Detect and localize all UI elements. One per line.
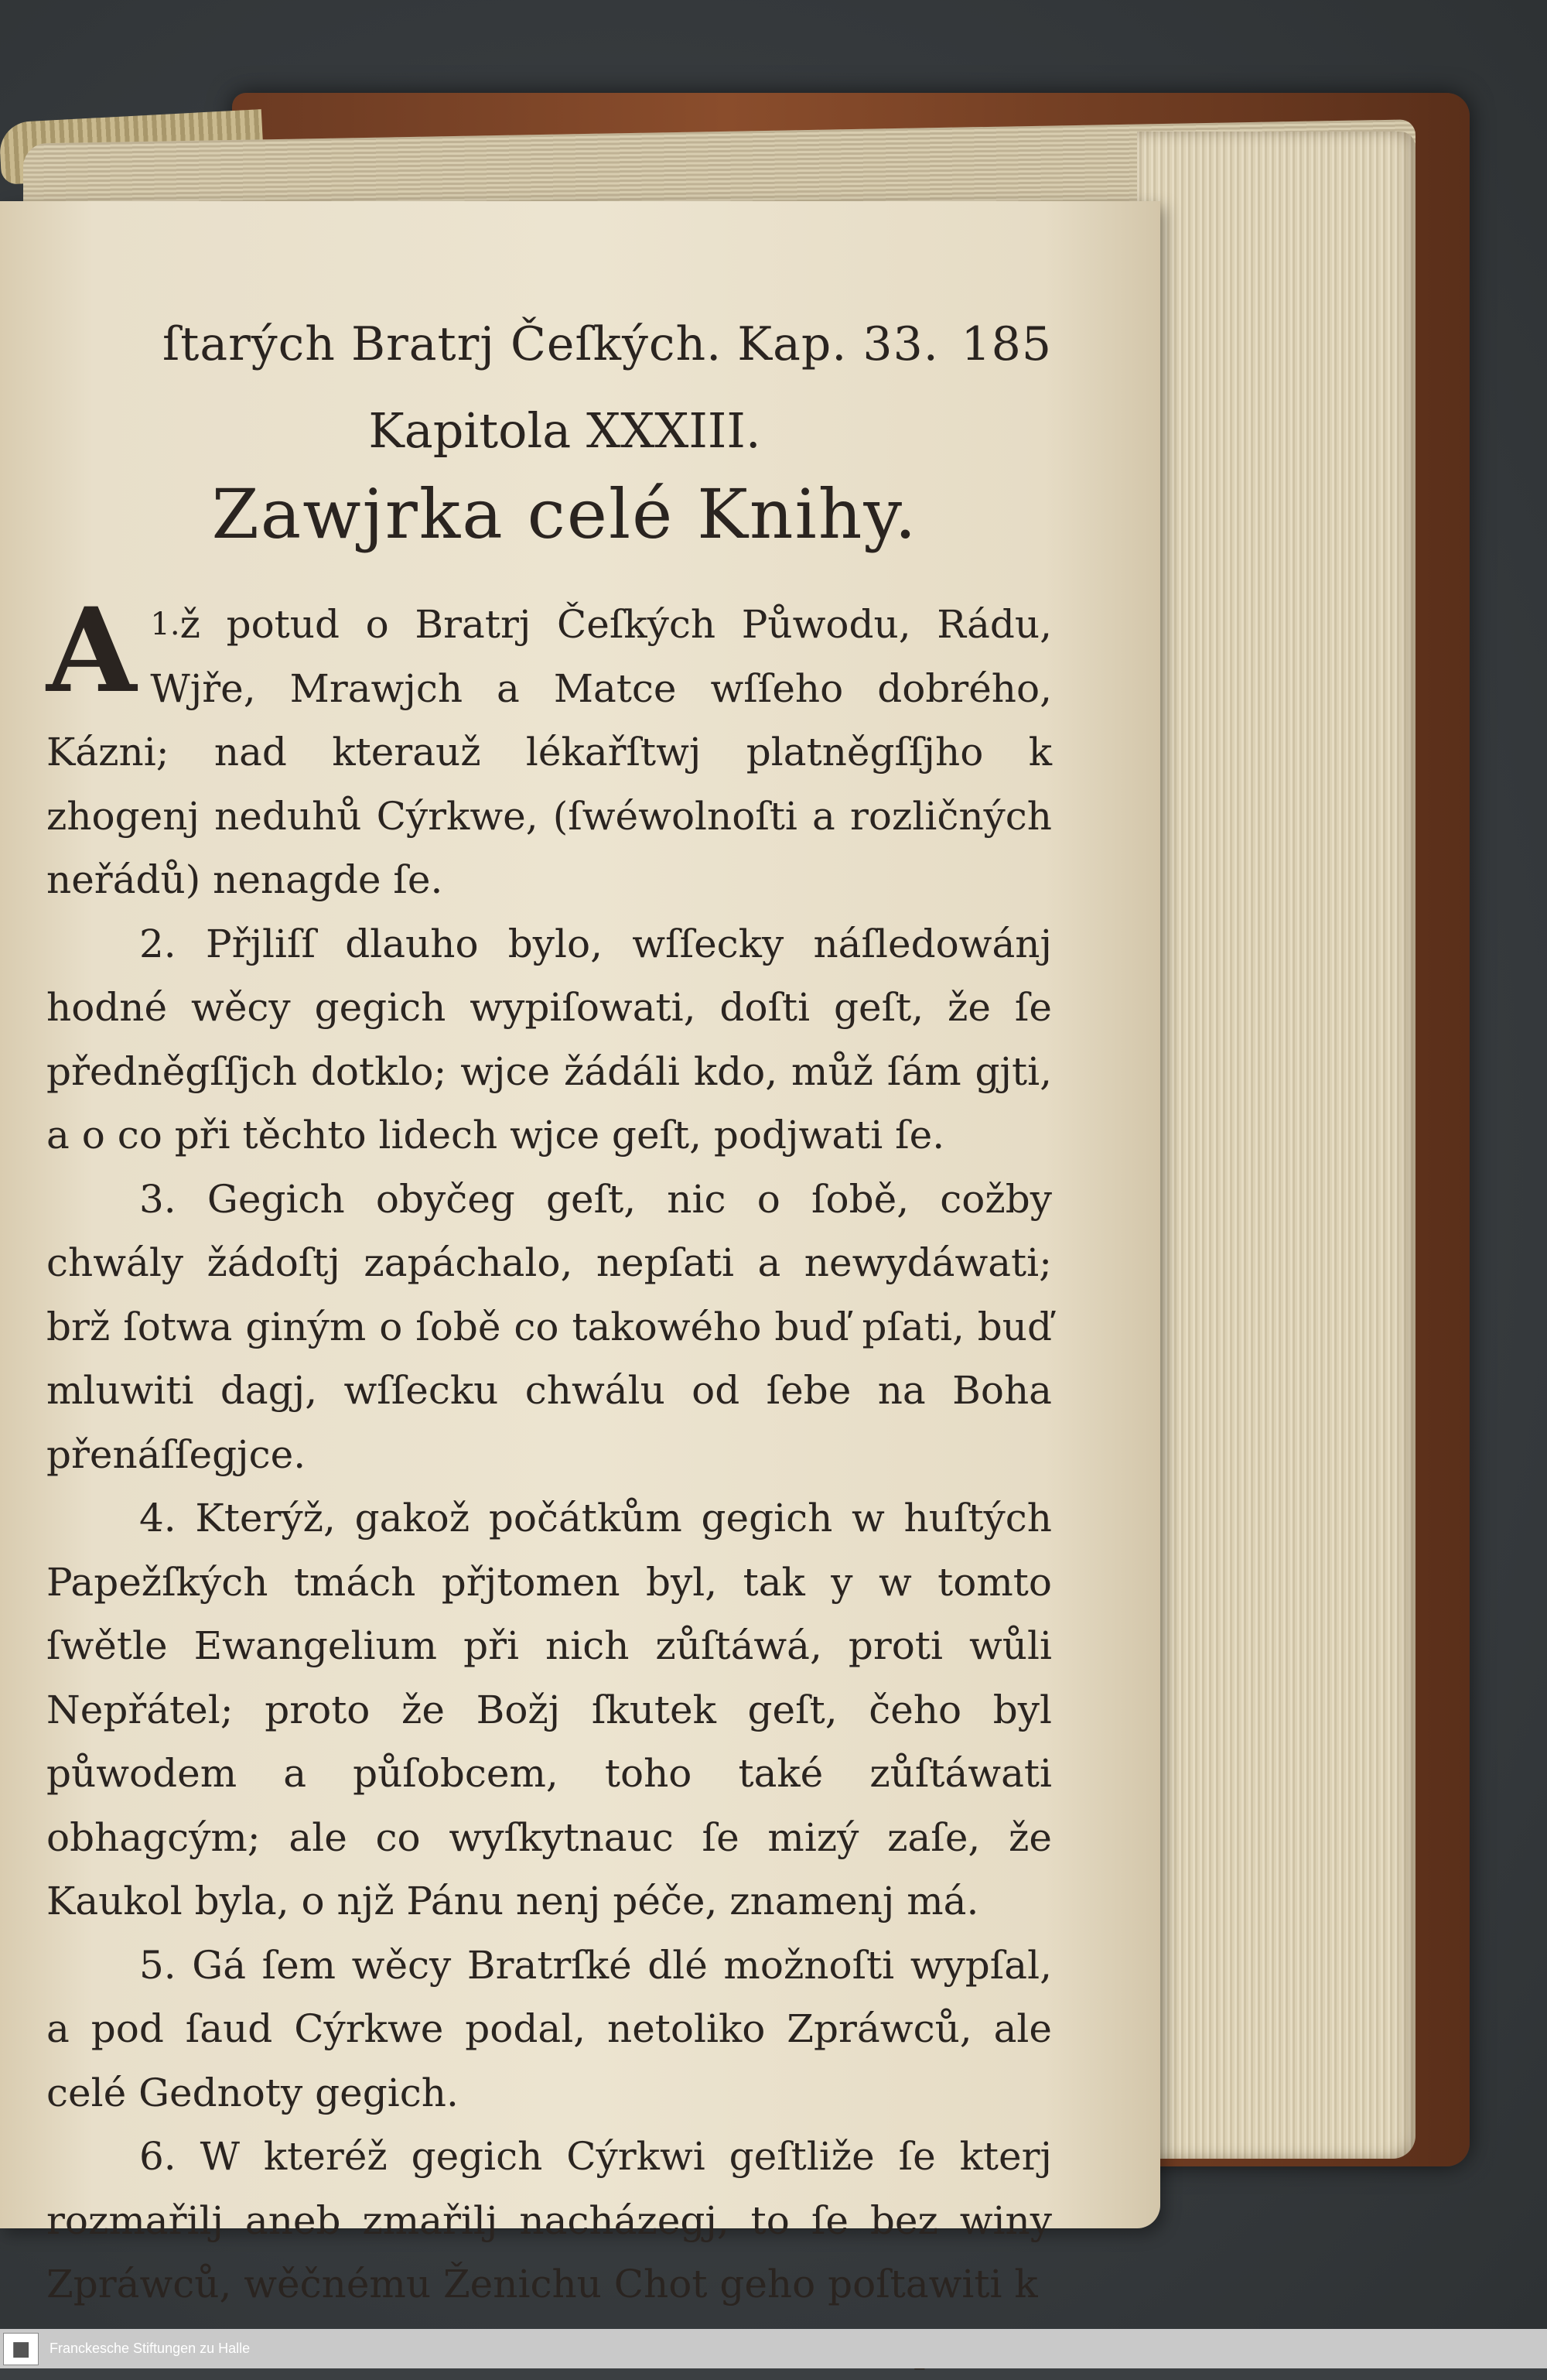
paragraph-text: ž potud o Bratrj Čeſkých Půwodu, Rádu, Wjře, Mrawjch a Matce wſſeho dobrého, Kázni; nad kterauž lékařſtwj platněgſſjho k zhogenj neduhů Cýrkwe, (ſwéwolnoſti a rozličných neřádů) nenagde ſe. [46,602,1052,902]
book-page [0,201,1160,2228]
paragraph-6: 6. W kteréž gegich Cýrkwi geſtliže ſe kterj rozmařilj aneb zmařilj nacházegj, to ſe bez winy Zpráwců, wěčnému Ženichu Chot geho poſtawiti k [46,2125,1052,2317]
institution-logo-icon: ■ [3,2333,39,2365]
body-text [46,593,1052,2380]
chapter-title: Zawjrka celé Knihy. [46,474,1052,554]
paragraph-3: 3. Gegich obyčeg geſt, nic o ſobě, cožby chwály žádoſtj zapáchalo, nepſati a newydáwati; brž ſotwa giným o ſobě co takowého buď pſati, buď mluwiti dagj, wſſecku chwálu od ſebe na Boha přenáſſegjce. [46,1168,1052,1487]
chapter-label: Kapitola XXXIII. [46,402,1052,459]
running-head [46,317,1052,371]
paragraph-2: 2. Přjliſſ dlauho bylo, wſſecky náſledowánj hodné wěcy gegich wypiſowati, doſti geſt, že ſe předněgſſjch dotklo; wjce žádáli kdo, můž ſám gjti, a o co při těchto lidech wjce geſt, podjwati ſe. [46,912,1052,1168]
drop-cap: A [46,600,136,701]
page-number: 185 [961,317,1052,371]
footer-bar [0,2329,1547,2368]
footer-credit: Franckesche Stiftungen zu Halle [50,2341,250,2357]
running-head-title: ſtarých Bratrj Čeſkých. Kap. 33. [162,317,939,371]
page-text-column [46,317,1052,2380]
paragraph-number: 1. [150,607,179,642]
paragraph-1 [46,593,1052,912]
paragraph-4: 4. Kterýž, gakož počátkům gegich w huſtých Papežſkých tmách přjtomen byl, tak y w tomto ſwětle Ewangelium při nich zůſtáwá, proti wůli Nepřátel; proto že Božj ſkutek geſt, čeho byl půwodem a půſobcem, toho také zůſtáwati obhagcým; ale co wyſkytnauc ſe mizý zaſe, že Kaukol byla, o njž Pánu nenj péče, znamenj má. [46,1486,1052,1934]
paragraph-5: 5. Gá ſem wěcy Bratrſké dlé možnoſti wypſal, a pod ſaud Cýrkwe podal, netoliko Zpráwců, ale celé Gednoty gegich. [46,1934,1052,2125]
page-block-edge [1137,132,1416,2159]
